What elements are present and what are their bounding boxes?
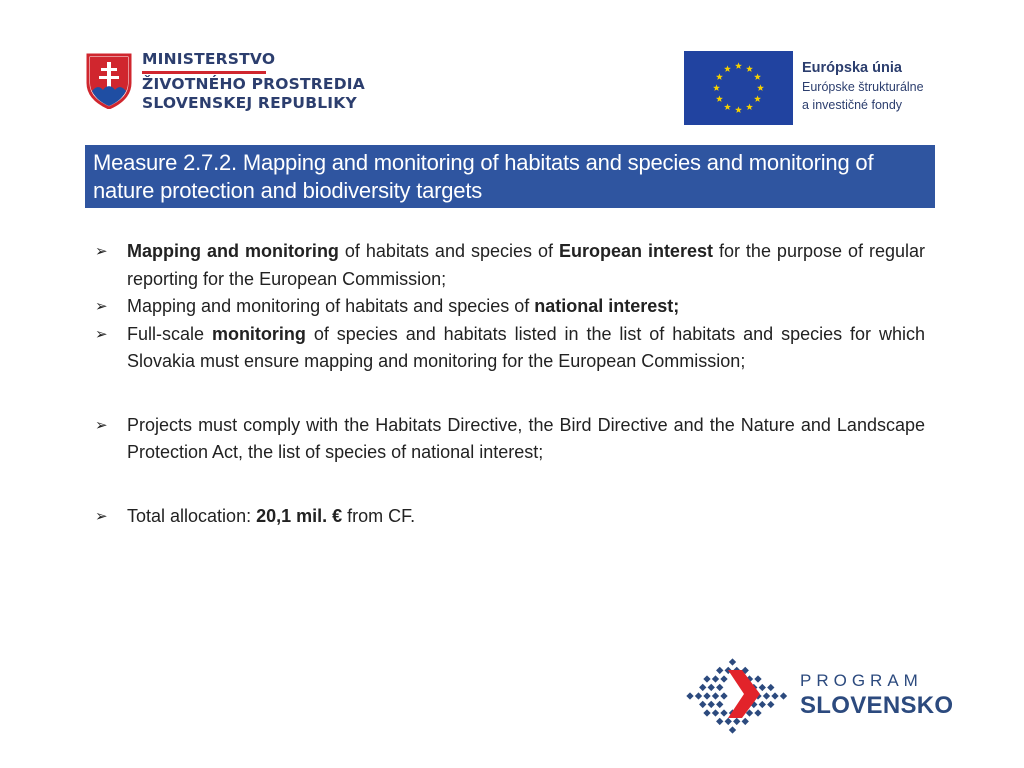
eu-subtitle-line-2: a investičné fondy bbox=[802, 98, 903, 112]
program-dot-icon bbox=[754, 709, 761, 716]
eu-star-icon bbox=[724, 103, 731, 110]
program-dot-icon bbox=[712, 675, 719, 682]
arrow-bullet-icon: ➢ bbox=[95, 243, 108, 260]
slovak-coat-of-arms-icon bbox=[86, 53, 132, 109]
program-dot-icon bbox=[720, 709, 727, 716]
ministry-red-divider bbox=[142, 71, 266, 74]
bullet-text-run: Full-scale bbox=[127, 323, 212, 344]
eu-star-icon bbox=[713, 84, 720, 91]
program-dot-icon bbox=[767, 684, 774, 691]
eu-star-icon bbox=[754, 73, 761, 80]
program-dot-icon bbox=[733, 718, 740, 725]
program-dot-icon bbox=[716, 667, 723, 674]
arrow-bullet-icon: ➢ bbox=[95, 325, 108, 343]
eu-star-icon bbox=[716, 95, 723, 102]
eu-flag-icon bbox=[684, 51, 793, 125]
bullet-text-run: from CF. bbox=[342, 505, 416, 526]
eu-star-icon bbox=[735, 62, 742, 69]
bullet-text-run: of habitats and species of bbox=[338, 241, 559, 261]
ministry-logo bbox=[86, 50, 365, 114]
eu-title: Európska únia bbox=[802, 60, 902, 76]
eu-star-icon bbox=[746, 103, 753, 110]
slide-title-bar bbox=[85, 145, 935, 208]
bullet-bold-run: 20,1 mil. € bbox=[256, 505, 343, 526]
bullet-text bbox=[127, 293, 925, 321]
eu-subtitle-line-1: Európske štrukturálne bbox=[802, 80, 924, 94]
bullet-bold-run: national interest; bbox=[534, 296, 680, 316]
ministry-line-3: SLOVENSKEJ REPUBLIKY bbox=[142, 94, 357, 112]
program-dot-icon bbox=[686, 692, 693, 699]
bullet-bold-run: Mapping and monitoring bbox=[127, 241, 339, 261]
ministry-line-1: MINISTERSTVO bbox=[142, 50, 276, 68]
program-dot-icon bbox=[720, 692, 727, 699]
program-dot-icon bbox=[708, 701, 715, 708]
bullet-bold-run: monitoring bbox=[211, 323, 306, 344]
program-dot-icon bbox=[703, 692, 710, 699]
bullet-text-run: Mapping and monitoring of habitats and species of bbox=[127, 296, 535, 316]
bullet-text-run: of species and habitats listed in the list of habitats and species for which Slovakia must ensure mapping and monitoring for the European Commission; bbox=[127, 323, 925, 371]
eu-star-icon bbox=[746, 65, 753, 72]
bullet-list bbox=[95, 238, 925, 530]
program-dot-icon bbox=[780, 692, 787, 699]
spacer bbox=[95, 467, 925, 503]
eu-star-icon bbox=[724, 65, 731, 72]
bullet-text bbox=[127, 503, 925, 531]
bullet-text-run: Projects must comply with the Habitats Directive, the Bird Directive and the Nature and Landscape Protection Act, the list of species of national interest; bbox=[127, 414, 925, 462]
program-slovensko-logo bbox=[684, 656, 953, 734]
program-dot-icon bbox=[729, 658, 736, 665]
program-dot-icon bbox=[716, 718, 723, 725]
program-slovensko-mark-icon bbox=[684, 656, 794, 734]
eu-star-icon bbox=[757, 84, 764, 91]
program-dot-icon bbox=[725, 718, 732, 725]
program-dot-icon bbox=[699, 684, 706, 691]
bullet-item bbox=[95, 412, 925, 467]
program-dot-icon bbox=[763, 692, 770, 699]
program-dot-icon bbox=[759, 701, 766, 708]
program-dot-icon bbox=[712, 692, 719, 699]
program-dot-icon bbox=[703, 675, 710, 682]
program-dot-icon bbox=[699, 701, 706, 708]
bullet-text-run: Total allocation: bbox=[127, 505, 257, 526]
eu-star-icon bbox=[716, 73, 723, 80]
program-dot-icon bbox=[716, 684, 723, 691]
bullet-bold-run: European interest bbox=[558, 241, 713, 261]
arrow-bullet-icon: ➢ bbox=[95, 507, 108, 525]
arrow-bullet-icon: ➢ bbox=[95, 416, 108, 434]
bullet-item bbox=[95, 293, 925, 321]
ministry-line-2: ŽIVOTNÉHO PROSTREDIA bbox=[142, 74, 365, 93]
program-dot-icon bbox=[742, 718, 749, 725]
bullet-item bbox=[95, 321, 925, 376]
program-line-1: PROGRAM bbox=[800, 671, 923, 690]
bullet-text bbox=[127, 321, 925, 376]
slide-title: Measure 2.7.2. Mapping and monitoring of habitats and species and monitoring of nature protection and biodiversity targets bbox=[93, 150, 874, 203]
program-dot-icon bbox=[716, 701, 723, 708]
bullet-text bbox=[127, 412, 925, 467]
program-dot-icon bbox=[771, 692, 778, 699]
program-dot-icon bbox=[708, 684, 715, 691]
bullet-item bbox=[95, 238, 925, 293]
arrow-bullet-icon: ➢ bbox=[95, 298, 108, 315]
eu-logo bbox=[684, 51, 924, 125]
program-dot-icon bbox=[754, 675, 761, 682]
bullet-text-run: for the purpose of regular reporting for the European Commission; bbox=[127, 241, 925, 289]
program-dot-icon bbox=[729, 726, 736, 733]
bullet-text bbox=[127, 238, 925, 293]
eu-star-icon bbox=[754, 95, 761, 102]
program-dot-icon bbox=[712, 709, 719, 716]
bullet-item bbox=[95, 503, 925, 531]
eu-star-icon bbox=[735, 106, 742, 113]
program-line-2: SLOVENSKO bbox=[800, 692, 954, 719]
program-dot-icon bbox=[720, 675, 727, 682]
spacer bbox=[95, 376, 925, 412]
program-dot-icon bbox=[703, 709, 710, 716]
program-dot-icon bbox=[759, 684, 766, 691]
program-dot-icon bbox=[767, 701, 774, 708]
program-dot-icon bbox=[695, 692, 702, 699]
